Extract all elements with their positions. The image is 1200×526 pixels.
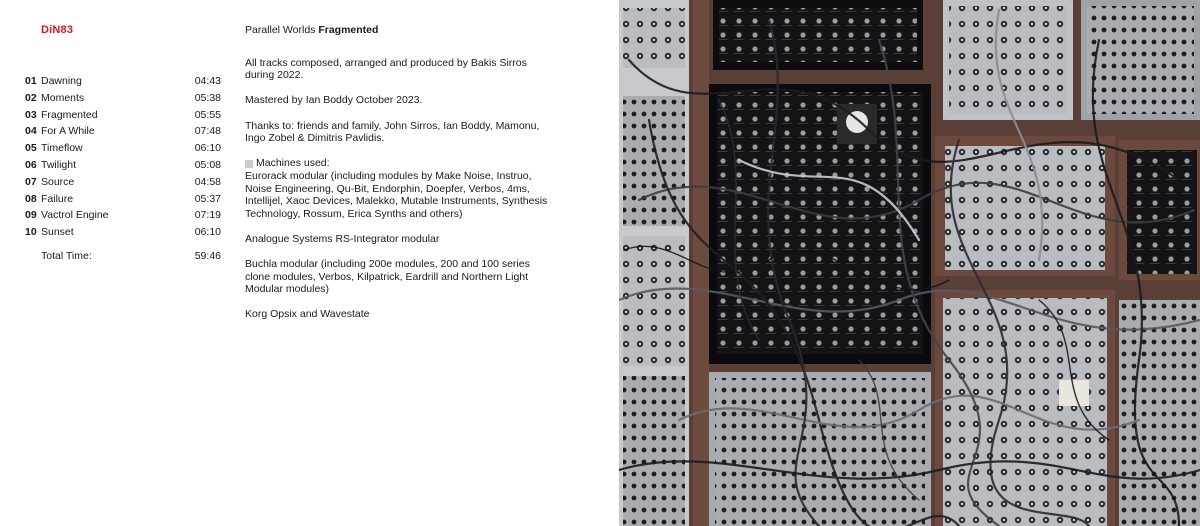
track-duration: 04:58 (194, 175, 221, 188)
track-row (25, 157, 221, 174)
track-row (25, 140, 221, 157)
track-number: 03 (25, 108, 37, 121)
total-time-row (41, 249, 221, 263)
album-heading (245, 24, 555, 37)
machines-heading-label: Machines used: (256, 157, 330, 170)
track-duration: 06:10 (194, 226, 221, 239)
track-duration: 06:10 (194, 142, 221, 155)
label-logo: DiN83 (41, 24, 74, 36)
track-title: Dawning (41, 75, 82, 87)
track-title: Twilight (41, 158, 77, 171)
track-title: Failure (41, 192, 74, 205)
machine-entry: Buchla modular (including 200e modules, 200 and 100 series clone modules, Verbos, Kilpatrick, Eardrill and Northern Light Modular modules) (245, 258, 530, 296)
total-time-value: 59:46 (194, 250, 221, 262)
track-row (25, 73, 221, 90)
modular-synth-photo (619, 0, 1200, 526)
track-duration: 07:19 (194, 209, 221, 222)
thanks-credit: Thanks to: friends and family, John Sirros, Ian Boddy, Mamonu, Ingo Zobel & Dimitris Pavlidis. (245, 119, 540, 145)
track-row (25, 90, 221, 107)
track-number: 07 (25, 175, 37, 188)
track-title: Moments (41, 91, 85, 104)
track-row (25, 207, 221, 224)
track-title: Source (41, 175, 75, 188)
track-number: 10 (25, 226, 37, 239)
track-number: 05 (25, 142, 37, 155)
track-number: 08 (25, 192, 37, 205)
track-number: 09 (25, 209, 37, 222)
track-number: 02 (25, 91, 37, 104)
track-row (25, 191, 221, 208)
track-row (25, 107, 221, 124)
track-duration: 05:38 (194, 91, 221, 104)
track-duration: 05:55 (194, 108, 221, 121)
track-number: 01 (25, 75, 37, 87)
mastered-credit: Mastered by Ian Boddy October 2023. (245, 94, 423, 107)
tracklist (25, 73, 221, 241)
artist-name: Parallel Worlds (245, 24, 316, 36)
modular-synth-illustration (619, 0, 1200, 526)
track-title: Vactrol Engine (41, 209, 109, 222)
track-duration: 07:48 (194, 125, 221, 138)
track-duration: 05:08 (194, 158, 221, 171)
machines-heading (245, 157, 555, 170)
track-row (25, 174, 221, 191)
machine-entry: Korg Opsix and Wavestate (245, 308, 370, 321)
track-row (25, 224, 221, 241)
track-title: For A While (41, 125, 95, 138)
track-number: 06 (25, 158, 37, 171)
track-row (25, 123, 221, 140)
total-time-label: Total Time: (41, 250, 92, 262)
track-title: Timeflow (41, 142, 83, 155)
composed-credit: All tracks composed, arranged and produced by Bakis Sirros during 2022. (245, 56, 527, 82)
square-bullet-icon (245, 160, 253, 168)
machine-entry: Eurorack modular (including modules by Make Noise, Instruo, Noise Engineering, Qu-Bit, Endorphin, Doepfer, Verbos, 4ms, Intellijel, Xaoc Devices, Malekko, Mutable Instruments, Synthesis Technology, Rossum, Erica Synths and others) (245, 169, 548, 220)
track-duration: 05:37 (194, 192, 221, 205)
track-title: Sunset (41, 226, 74, 239)
credits-block (245, 24, 555, 334)
track-title: Fragmented (41, 108, 98, 121)
machine-entry: Analogue Systems RS-Integrator modular (245, 232, 440, 245)
album-title: Fragmented (318, 24, 379, 36)
track-duration: 04:43 (194, 75, 221, 87)
track-number: 04 (25, 125, 37, 138)
